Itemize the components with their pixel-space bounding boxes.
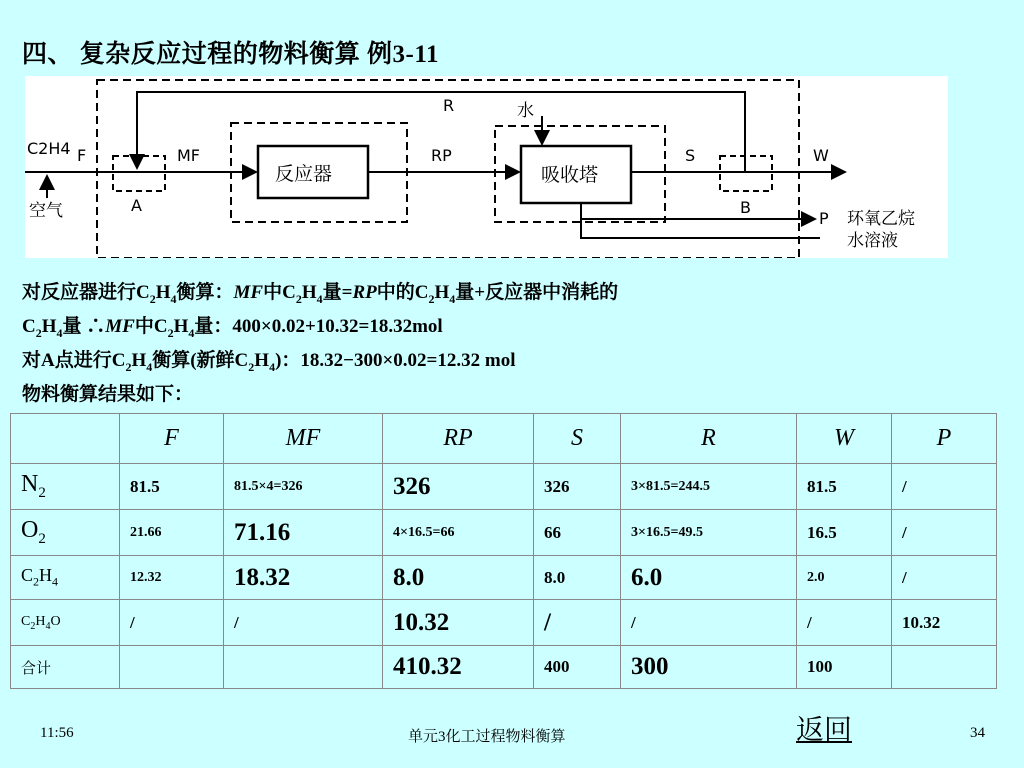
footer-title: 单元3化工过程物料衡算: [408, 729, 566, 745]
label-mf: MF: [177, 146, 201, 165]
table-cell: 71.16: [224, 510, 383, 556]
label-p: P: [819, 209, 829, 228]
table-cell: 3×81.5=244.5: [621, 464, 797, 510]
table-cell: [120, 646, 224, 689]
label-c2h4: C2H4: [27, 139, 71, 158]
table-cell: 6.0: [621, 556, 797, 600]
label-b: B: [740, 198, 751, 217]
label-water: 水: [517, 101, 534, 121]
label-a: A: [131, 196, 142, 215]
table-cell: /: [224, 600, 383, 646]
table-cell: 21.66: [120, 510, 224, 556]
table-cell: /: [534, 600, 621, 646]
table-cell: /: [892, 464, 997, 510]
table-header: RP: [383, 414, 534, 464]
table-cell: 410.32: [383, 646, 534, 689]
text-line-1: 对反应器进行$C_2H_4$衡算：MF中$C_2H_4$量=RP中的$C_2H_4$量+反应器中消耗的: [22, 282, 619, 306]
table-cell: 100: [797, 646, 892, 689]
mixing-point-a: [113, 156, 165, 191]
label-rp: RP: [431, 146, 452, 165]
table-row: [11, 556, 997, 600]
table-cell: 8.0: [383, 556, 534, 600]
table-cell: [892, 646, 997, 689]
table-cell: /: [892, 510, 997, 556]
table-cell: /: [892, 556, 997, 600]
table-row: [11, 464, 997, 510]
table-cell: [224, 646, 383, 689]
table-cell: 326: [383, 464, 534, 510]
label-air: 空气: [29, 201, 63, 221]
table-cell: 10.32: [383, 600, 534, 646]
species-cell: $O_2$: [11, 510, 120, 556]
table-cell: 16.5: [797, 510, 892, 556]
table-cell: 326: [534, 464, 621, 510]
table-cell: 81.5: [797, 464, 892, 510]
table-cell: /: [621, 600, 797, 646]
text-line-3: 对A点进行$C_2H_4$衡算(新鲜$C_2H_4$)：18.32−300×0.02=12.32 mol: [22, 350, 516, 374]
table-row: [11, 600, 997, 646]
table-header-row: [11, 414, 997, 464]
table-cell: 66: [534, 510, 621, 556]
table-cell: 12.32: [120, 556, 224, 600]
text-line-4: 物料衡算结果如下：: [22, 384, 194, 405]
material-balance-table: [10, 413, 997, 689]
table-header: [11, 414, 120, 464]
table-row: [11, 510, 997, 556]
page-number: 34: [970, 725, 985, 741]
label-r: R: [443, 96, 455, 115]
text-line-2: $C_2H_4$量 ∴MF中$C_2H_4$量：400×0.02+10.32=18.32mol: [22, 316, 443, 340]
footer-time: 11:56: [40, 725, 74, 741]
table-header: MF: [224, 414, 383, 464]
table-cell: 18.32: [224, 556, 383, 600]
table-cell: 300: [621, 646, 797, 689]
species-cell: $C_2H_4$: [11, 556, 120, 600]
table-header: S: [534, 414, 621, 464]
table-header: R: [621, 414, 797, 464]
table-header: P: [892, 414, 997, 464]
label-product1: 环氧乙烷: [847, 209, 915, 229]
species-cell: $N_2$: [11, 464, 120, 510]
slide-title: 四、 复杂反应过程的物料衡算 例3-11: [22, 41, 439, 68]
table-cell: 10.32: [892, 600, 997, 646]
table-header: F: [120, 414, 224, 464]
label-absorber: 吸收塔: [541, 164, 599, 186]
table-cell: /: [797, 600, 892, 646]
label-reactor: 反应器: [275, 163, 333, 185]
table-cell: 8.0: [534, 556, 621, 600]
process-flow-diagram: [25, 76, 948, 258]
table-row: [11, 646, 997, 689]
table-cell: 4×16.5=66: [383, 510, 534, 556]
species-cell: 合计: [11, 646, 120, 689]
label-s: S: [685, 146, 696, 165]
table-cell: /: [120, 600, 224, 646]
table-header: W: [797, 414, 892, 464]
label-product2: 水溶液: [847, 231, 898, 251]
table-cell: 400: [534, 646, 621, 689]
table-cell: 81.5: [120, 464, 224, 510]
species-cell: $C_2H_4O$: [11, 600, 120, 646]
table-cell: 2.0: [797, 556, 892, 600]
label-w: W: [813, 146, 829, 165]
table-cell: 3×16.5=49.5: [621, 510, 797, 556]
back-link[interactable]: 返回: [796, 715, 853, 746]
table-cell: 81.5×4=326: [224, 464, 383, 510]
label-f: F: [77, 146, 87, 165]
